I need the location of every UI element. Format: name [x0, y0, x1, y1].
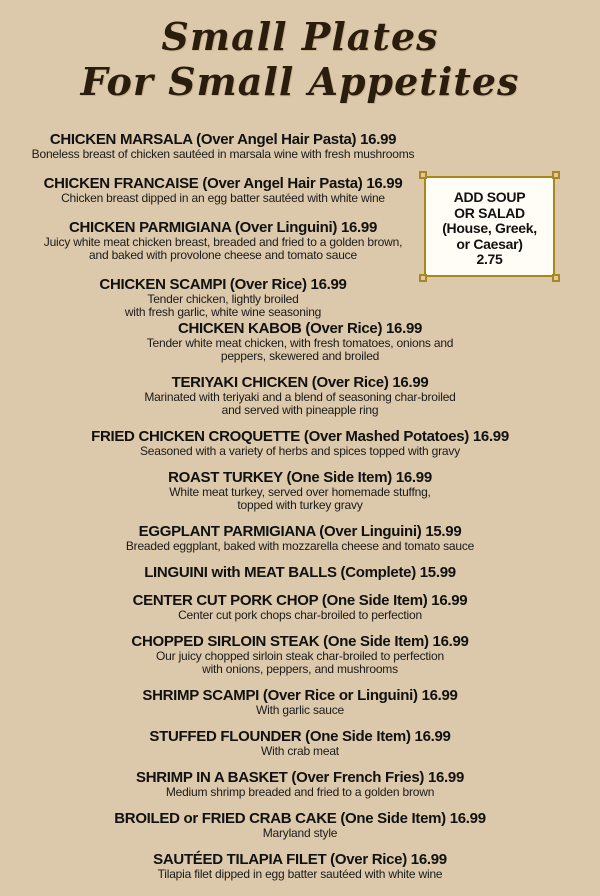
item-headline: SHRIMP SCAMPI (Over Rice or Linguini) 16.99	[142, 687, 458, 704]
item-headline: CHICKEN MARSALA (Over Angel Hair Pasta) 16.99	[49, 131, 397, 148]
item-description-line: Center cut pork chops char-broiled to perfection	[178, 608, 422, 622]
item-description-line: and served with pineapple ring	[221, 403, 379, 417]
page-title	[0, 14, 600, 104]
item-description-line: topped with turkey gravy	[237, 498, 363, 512]
item-description-line: Tilapia filet dipped in egg batter sautéed with white wine	[157, 867, 443, 881]
item-description-line: Our juicy chopped sirloin steak char-broiled to perfection	[156, 649, 444, 663]
item-description-line: Juicy white meat chicken breast, breaded and fried to a golden brown,	[43, 235, 403, 249]
box-corner-ornament	[552, 274, 560, 282]
item-description-line: peppers, skewered and broiled	[220, 349, 380, 363]
menu-item	[0, 219, 446, 262]
menu-full-width-column	[0, 320, 600, 892]
menu-item	[0, 851, 600, 881]
add-soup-salad-box	[424, 176, 555, 277]
item-headline: CHICKEN PARMIGIANA (Over Linguini) 16.99	[68, 219, 378, 236]
menu-item	[0, 728, 600, 758]
item-description-line: Chicken breast dipped in an egg batter sautéed with white wine	[61, 191, 385, 205]
item-headline: EGGPLANT PARMIGIANA (Over Linguini) 15.99	[138, 523, 462, 540]
item-description-line: Medium shrimp breaded and fried to a golden brown	[165, 785, 435, 799]
menu-item	[0, 687, 600, 717]
menu-item	[0, 523, 600, 553]
item-description-line: Tender chicken, lightly broiled	[147, 292, 299, 306]
item-description-line: and baked with provolone cheese and tomato sauce	[89, 248, 357, 262]
soup-box-line: OR SALAD	[454, 204, 525, 221]
box-corner-ornament	[419, 274, 427, 282]
item-description-line: With garlic sauce	[256, 703, 344, 717]
soup-box-line: or Caesar)	[456, 235, 523, 252]
item-description-line: with onions, peppers, and mushrooms	[202, 662, 398, 676]
title-line-1: Small Plates	[161, 14, 439, 59]
soup-box-line: 2.75	[476, 251, 503, 267]
item-description-line: Seasoned with a variety of herbs and spices topped with gravy	[140, 444, 460, 458]
menu-item	[0, 564, 600, 581]
menu-item	[0, 320, 600, 363]
menu-item	[0, 592, 600, 622]
menu-item	[0, 633, 600, 676]
title-line-2: For Small Appetites	[80, 59, 520, 104]
item-headline: CHICKEN KABOB (Over Rice) 16.99	[177, 320, 423, 337]
item-headline: LINGUINI with MEAT BALLS (Complete) 15.99	[144, 564, 456, 581]
menu-item	[0, 131, 446, 161]
item-description-line: Breaded eggplant, baked with mozzarella cheese and tomato sauce	[125, 539, 475, 553]
item-headline: SAUTÉED TILAPIA FILET (Over Rice) 16.99	[153, 851, 447, 868]
item-headline: STUFFED FLOUNDER (One Side Item) 16.99	[149, 728, 451, 745]
item-headline: CENTER CUT PORK CHOP (One Side Item) 16.99	[132, 592, 468, 609]
menu-item	[0, 276, 446, 319]
menu-item	[0, 428, 600, 458]
item-headline: CHICKEN SCAMPI (Over Rice) 16.99	[99, 276, 347, 293]
box-corner-ornament	[552, 171, 560, 179]
item-description-line: Maryland style	[262, 826, 338, 840]
menu-item	[0, 769, 600, 799]
item-description-line: White meat turkey, served over homemade stuffng,	[169, 485, 431, 499]
soup-box-line: (House, Greek,	[442, 220, 537, 236]
item-headline: SHRIMP IN A BASKET (Over French Fries) 16.99	[135, 769, 464, 786]
item-headline: CHOPPED SIRLOIN STEAK (One Side Item) 16.99	[131, 633, 469, 650]
soup-box-line: ADD SOUP	[453, 189, 526, 205]
menu-item	[0, 810, 600, 840]
item-description-line: Marinated with teriyaki and a blend of seasoning char-broiled	[144, 390, 456, 404]
item-description-line: Tender white meat chicken, with fresh tomatoes, onions and	[146, 336, 454, 350]
item-headline: FRIED CHICKEN CROQUETTE (Over Mashed Potatoes) 16.99	[91, 428, 509, 445]
box-corner-ornament	[419, 171, 427, 179]
menu-item	[0, 175, 446, 205]
item-description-line: with fresh garlic, white wine seasoning	[124, 305, 322, 319]
item-description-line: Boneless breast of chicken sautéed in marsala wine with fresh mushrooms	[31, 147, 415, 161]
soup-box-lines	[426, 190, 553, 268]
item-headline: BROILED or FRIED CRAB CAKE (One Side Item) 16.99	[114, 810, 486, 827]
item-headline: CHICKEN FRANCAISE (Over Angel Hair Pasta) 16.99	[43, 175, 403, 192]
menu-item	[0, 374, 600, 417]
item-description-line: With crab meat	[261, 744, 339, 758]
item-headline: TERIYAKI CHICKEN (Over Rice) 16.99	[171, 374, 429, 391]
item-headline: ROAST TURKEY (One Side Item) 16.99	[168, 469, 432, 486]
menu-narrow-column	[0, 131, 446, 333]
menu-item	[0, 469, 600, 512]
